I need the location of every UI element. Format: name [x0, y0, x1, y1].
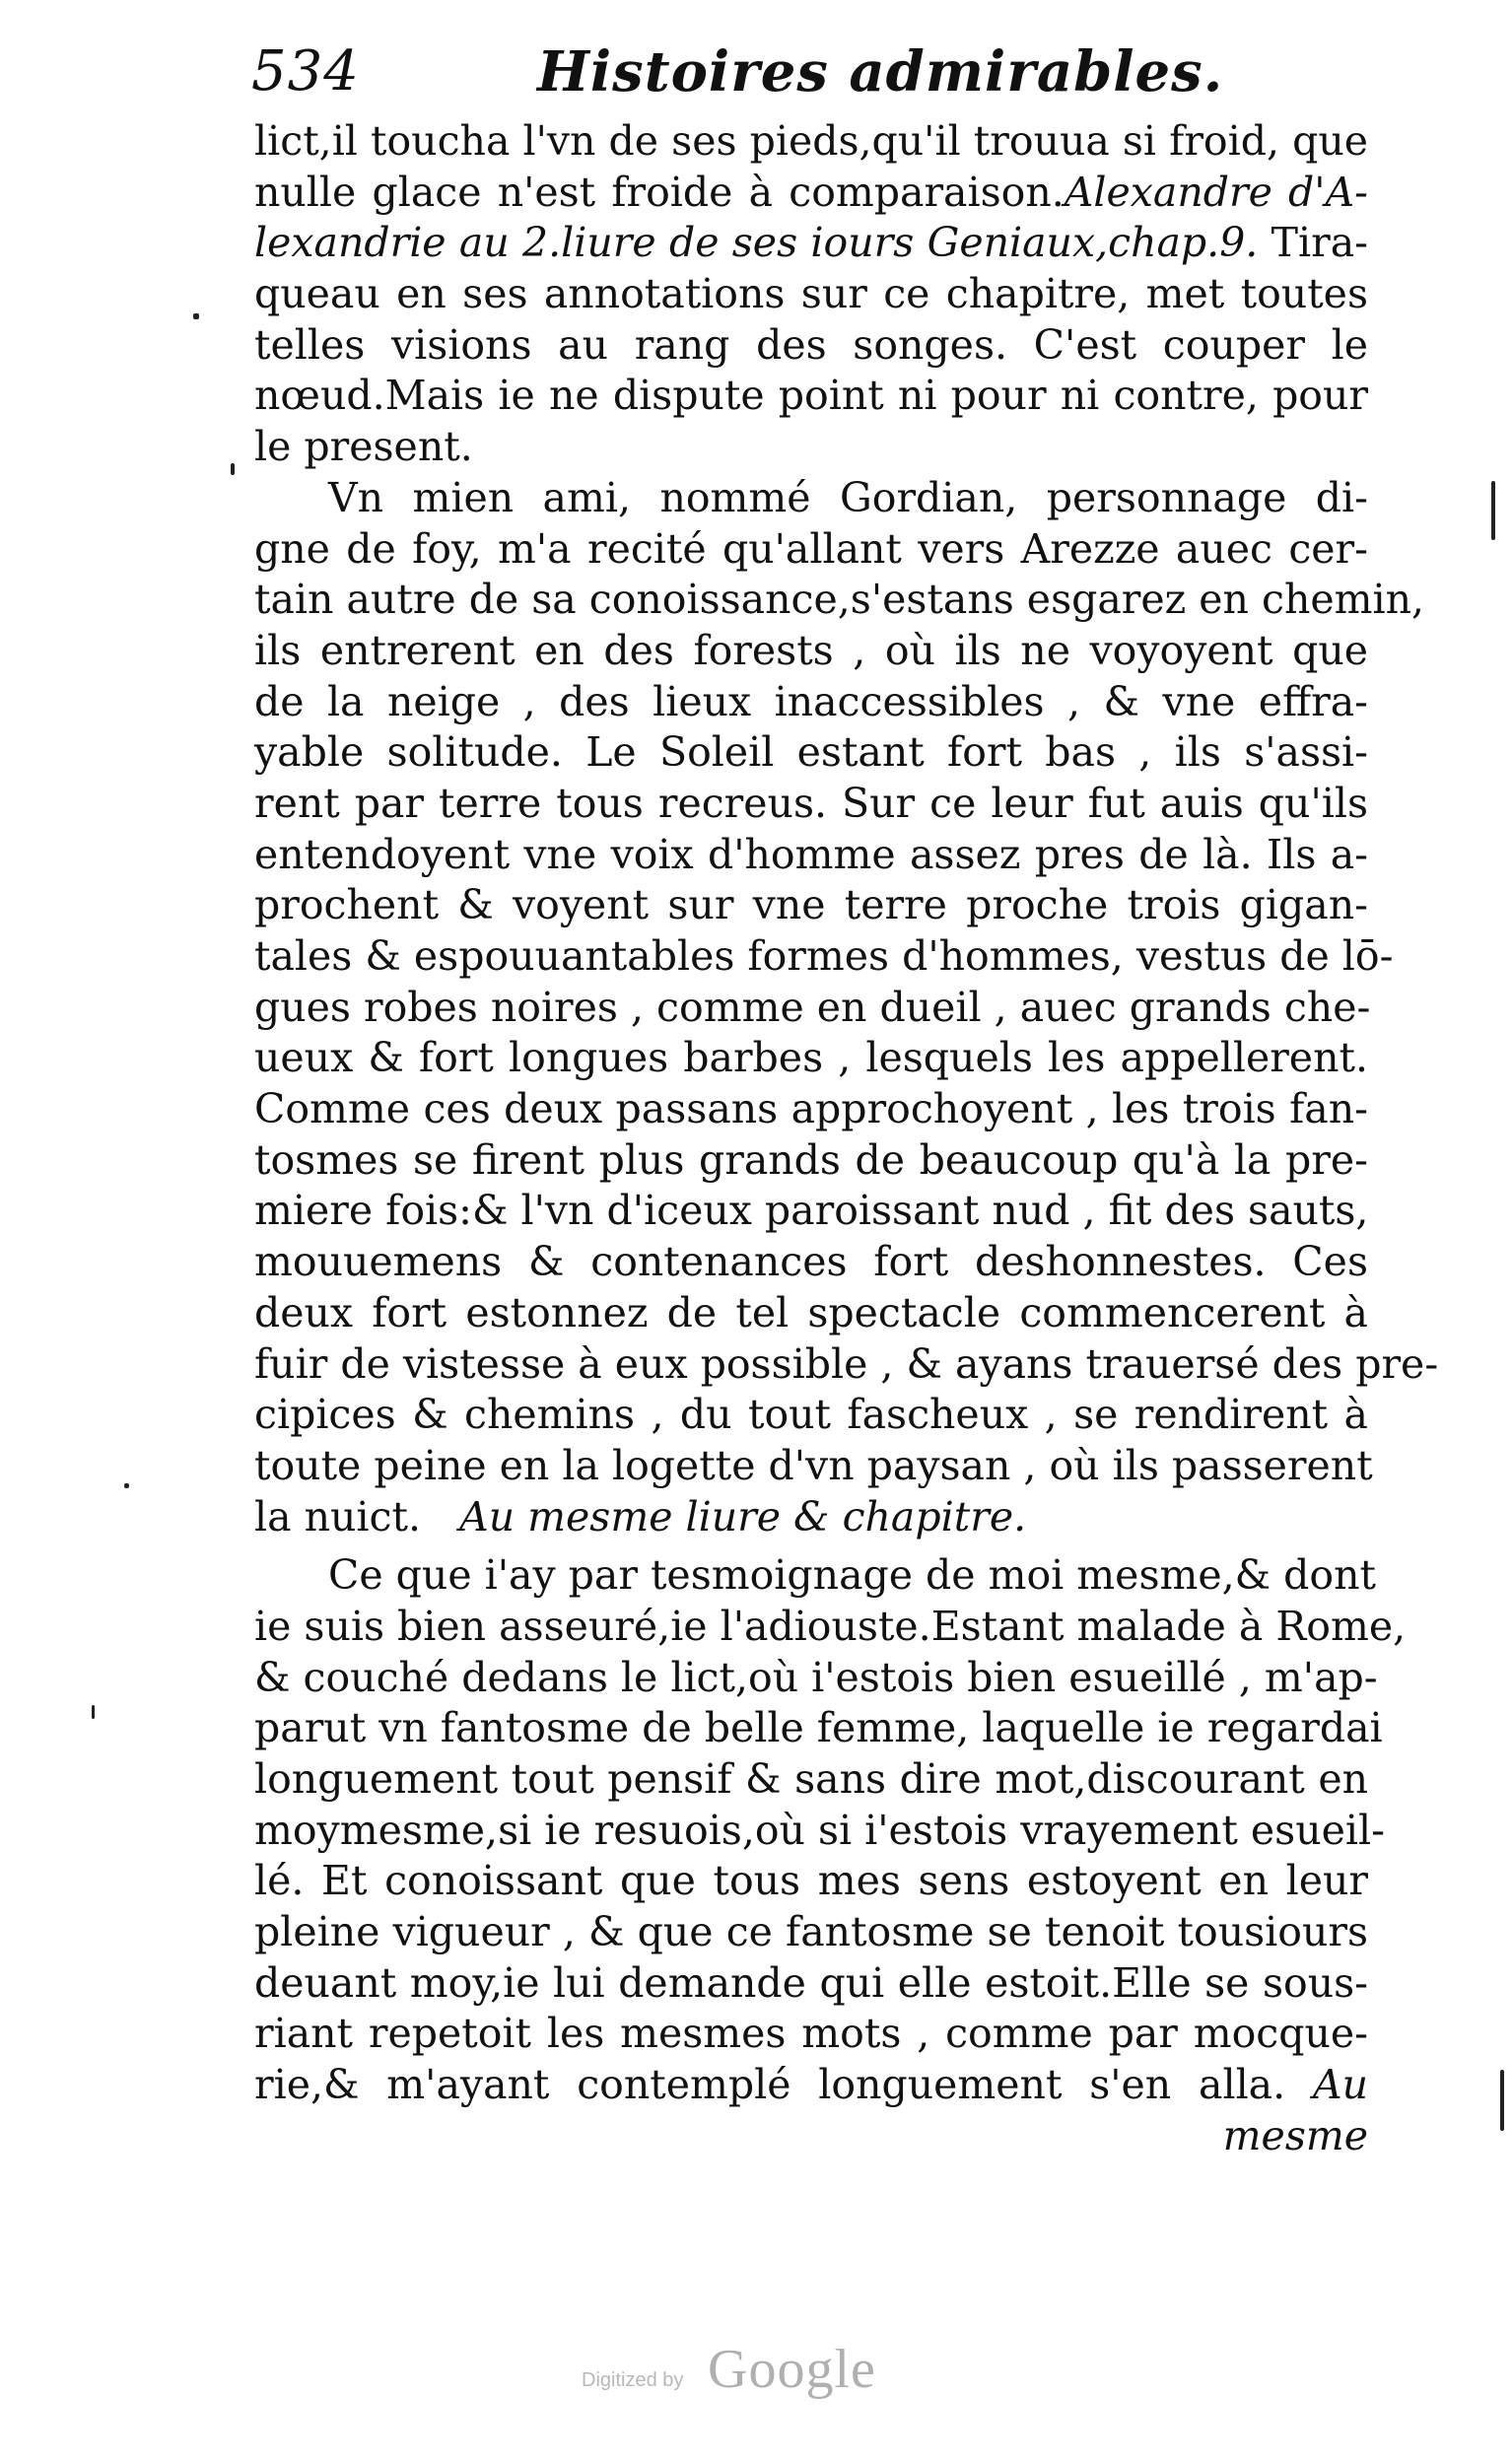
catchword: mesme [1222, 2111, 1368, 2159]
text-line: parut vn fantosme de belle femme, laquelle ie regardai [254, 1704, 1383, 1752]
text-line: lé. Et conoissant que tous mes sens estoyent en leur [254, 1857, 1368, 1905]
citation: Au [1312, 2061, 1368, 2109]
running-head [251, 39, 1385, 108]
text-line: miere fois:& l'vn d'iceux paroissant nud , fit des sauts, [254, 1187, 1369, 1235]
text-line: prochent & voyent sur vne terre proche trois gigan- [254, 881, 1368, 929]
running-title: Histoires admirables. [537, 39, 1224, 104]
text-line: nœud.Mais ie ne dispute point ni pour ni contre, pour [254, 372, 1368, 420]
text-segment: nulle glace n'est froide à comparaison. [254, 168, 1065, 216]
text-line: yable solitude. Le Soleil estant fort bas , ils s'assi- [254, 728, 1368, 777]
text-line: telles visions au rang des songes. C'est couper le [254, 320, 1368, 369]
text-line: Vn mien ami, nommé Gordian, personnage di- [328, 473, 1368, 521]
text-segment: rie,& m'ayant contemplé longuement s'en alla. [254, 2061, 1286, 2109]
print-speck [1500, 2070, 1504, 2131]
text-line: entendoyent vne voix d'homme assez pres de là. Ils a- [254, 830, 1368, 878]
page-number: 534 [251, 39, 360, 103]
text-line: ils entrerent en des forests , où ils ne voyoyent que [254, 626, 1368, 674]
text-line [254, 1492, 1368, 1543]
google-logo: Google [708, 2339, 876, 2400]
text-line: pleine vigueur , & que ce fantosme se tenoit tousiours [254, 1908, 1368, 1956]
text-line [254, 168, 1368, 219]
text-line: de la neige , des lieux inaccessibles , & vne effra- [254, 677, 1368, 725]
text-line: fuir de vistesse à eux possible , & ayans trauersé des pre- [254, 1339, 1439, 1388]
text-line: tales & espouuantables formes d'hommes, vestus de lō- [254, 932, 1394, 980]
citation: Alexandre d'A- [1064, 168, 1368, 216]
text-segment: Tira- [1271, 219, 1368, 267]
citation: Au mesme liure & chapitre. [459, 1492, 1027, 1540]
text-line: toute peine en la logette d'vn paysan , où ils passerent [254, 1441, 1373, 1489]
text-line: ueux & fort longues barbes , lesquels les appellerent. [254, 1034, 1368, 1082]
text-line: lict,il toucha l'vn de ses pieds,qu'il trouua si froid, que [254, 117, 1368, 165]
text-line: deux fort estonnez de tel spectacle commencerent à [254, 1288, 1368, 1336]
text-line: cipices & chemins , du tout fascheux , se rendirent à [254, 1391, 1368, 1439]
text-line [254, 2060, 1368, 2111]
text-line: Comme ces deux passans approchoyent , les trois fan- [254, 1085, 1368, 1133]
text-line: rent par terre tous recreus. Sur ce leur fut auis qu'ils [254, 779, 1368, 827]
text-line: deuant moy,ie lui demande qui elle estoit.Elle se sous- [254, 1958, 1368, 2007]
text-line: tain autre de sa conoissance,s'estans esgarez en chemin, [254, 576, 1425, 624]
text-line: gne de foy, m'a recité qu'allant vers Arezze auec cer- [254, 524, 1368, 573]
text-line: le present. [254, 423, 473, 471]
print-speck [124, 1483, 129, 1488]
body-text [254, 116, 1439, 2162]
text-line: riant repetoit les mesmes mots , comme par mocque- [254, 2010, 1368, 2058]
text-line: ie suis bien asseuré,ie l'adiouste.Estant malade à Rome, [254, 1602, 1407, 1650]
text-line [254, 218, 1368, 269]
text-line: & couché dedans le lict,où i'estois bien esueillé , m'ap- [254, 1653, 1378, 1701]
text-line: longuement tout pensif & sans dire mot,discourant en [254, 1755, 1368, 1803]
text-line: gues robes noires , comme en dueil , auec grands che- [254, 983, 1371, 1031]
text-line: queau en ses annotations sur ce chapitre, met toutes [254, 270, 1368, 318]
print-speck [92, 1705, 95, 1719]
citation: lexandrie au 2.liure de ses iours Geniaux,chap.9. [254, 219, 1259, 267]
text-line: tosmes se firent plus grands de beaucoup qu'à la pre- [254, 1135, 1368, 1184]
print-speck [231, 463, 235, 475]
text-line: moymesme,si ie resuois,où si i'estois vrayement esueil- [254, 1806, 1385, 1854]
digitized-watermark [582, 2338, 936, 2407]
text-segment: la nuict. [254, 1492, 421, 1540]
print-speck [193, 313, 199, 319]
print-speck [1491, 481, 1495, 540]
watermark-caption: Digitized by [582, 2369, 684, 2391]
text-line: Ce que i'ay par tesmoignage de moi mesme,& dont [328, 1551, 1376, 1600]
text-line: mouuemens & contenances fort deshonnestes. Ces [254, 1238, 1368, 1286]
